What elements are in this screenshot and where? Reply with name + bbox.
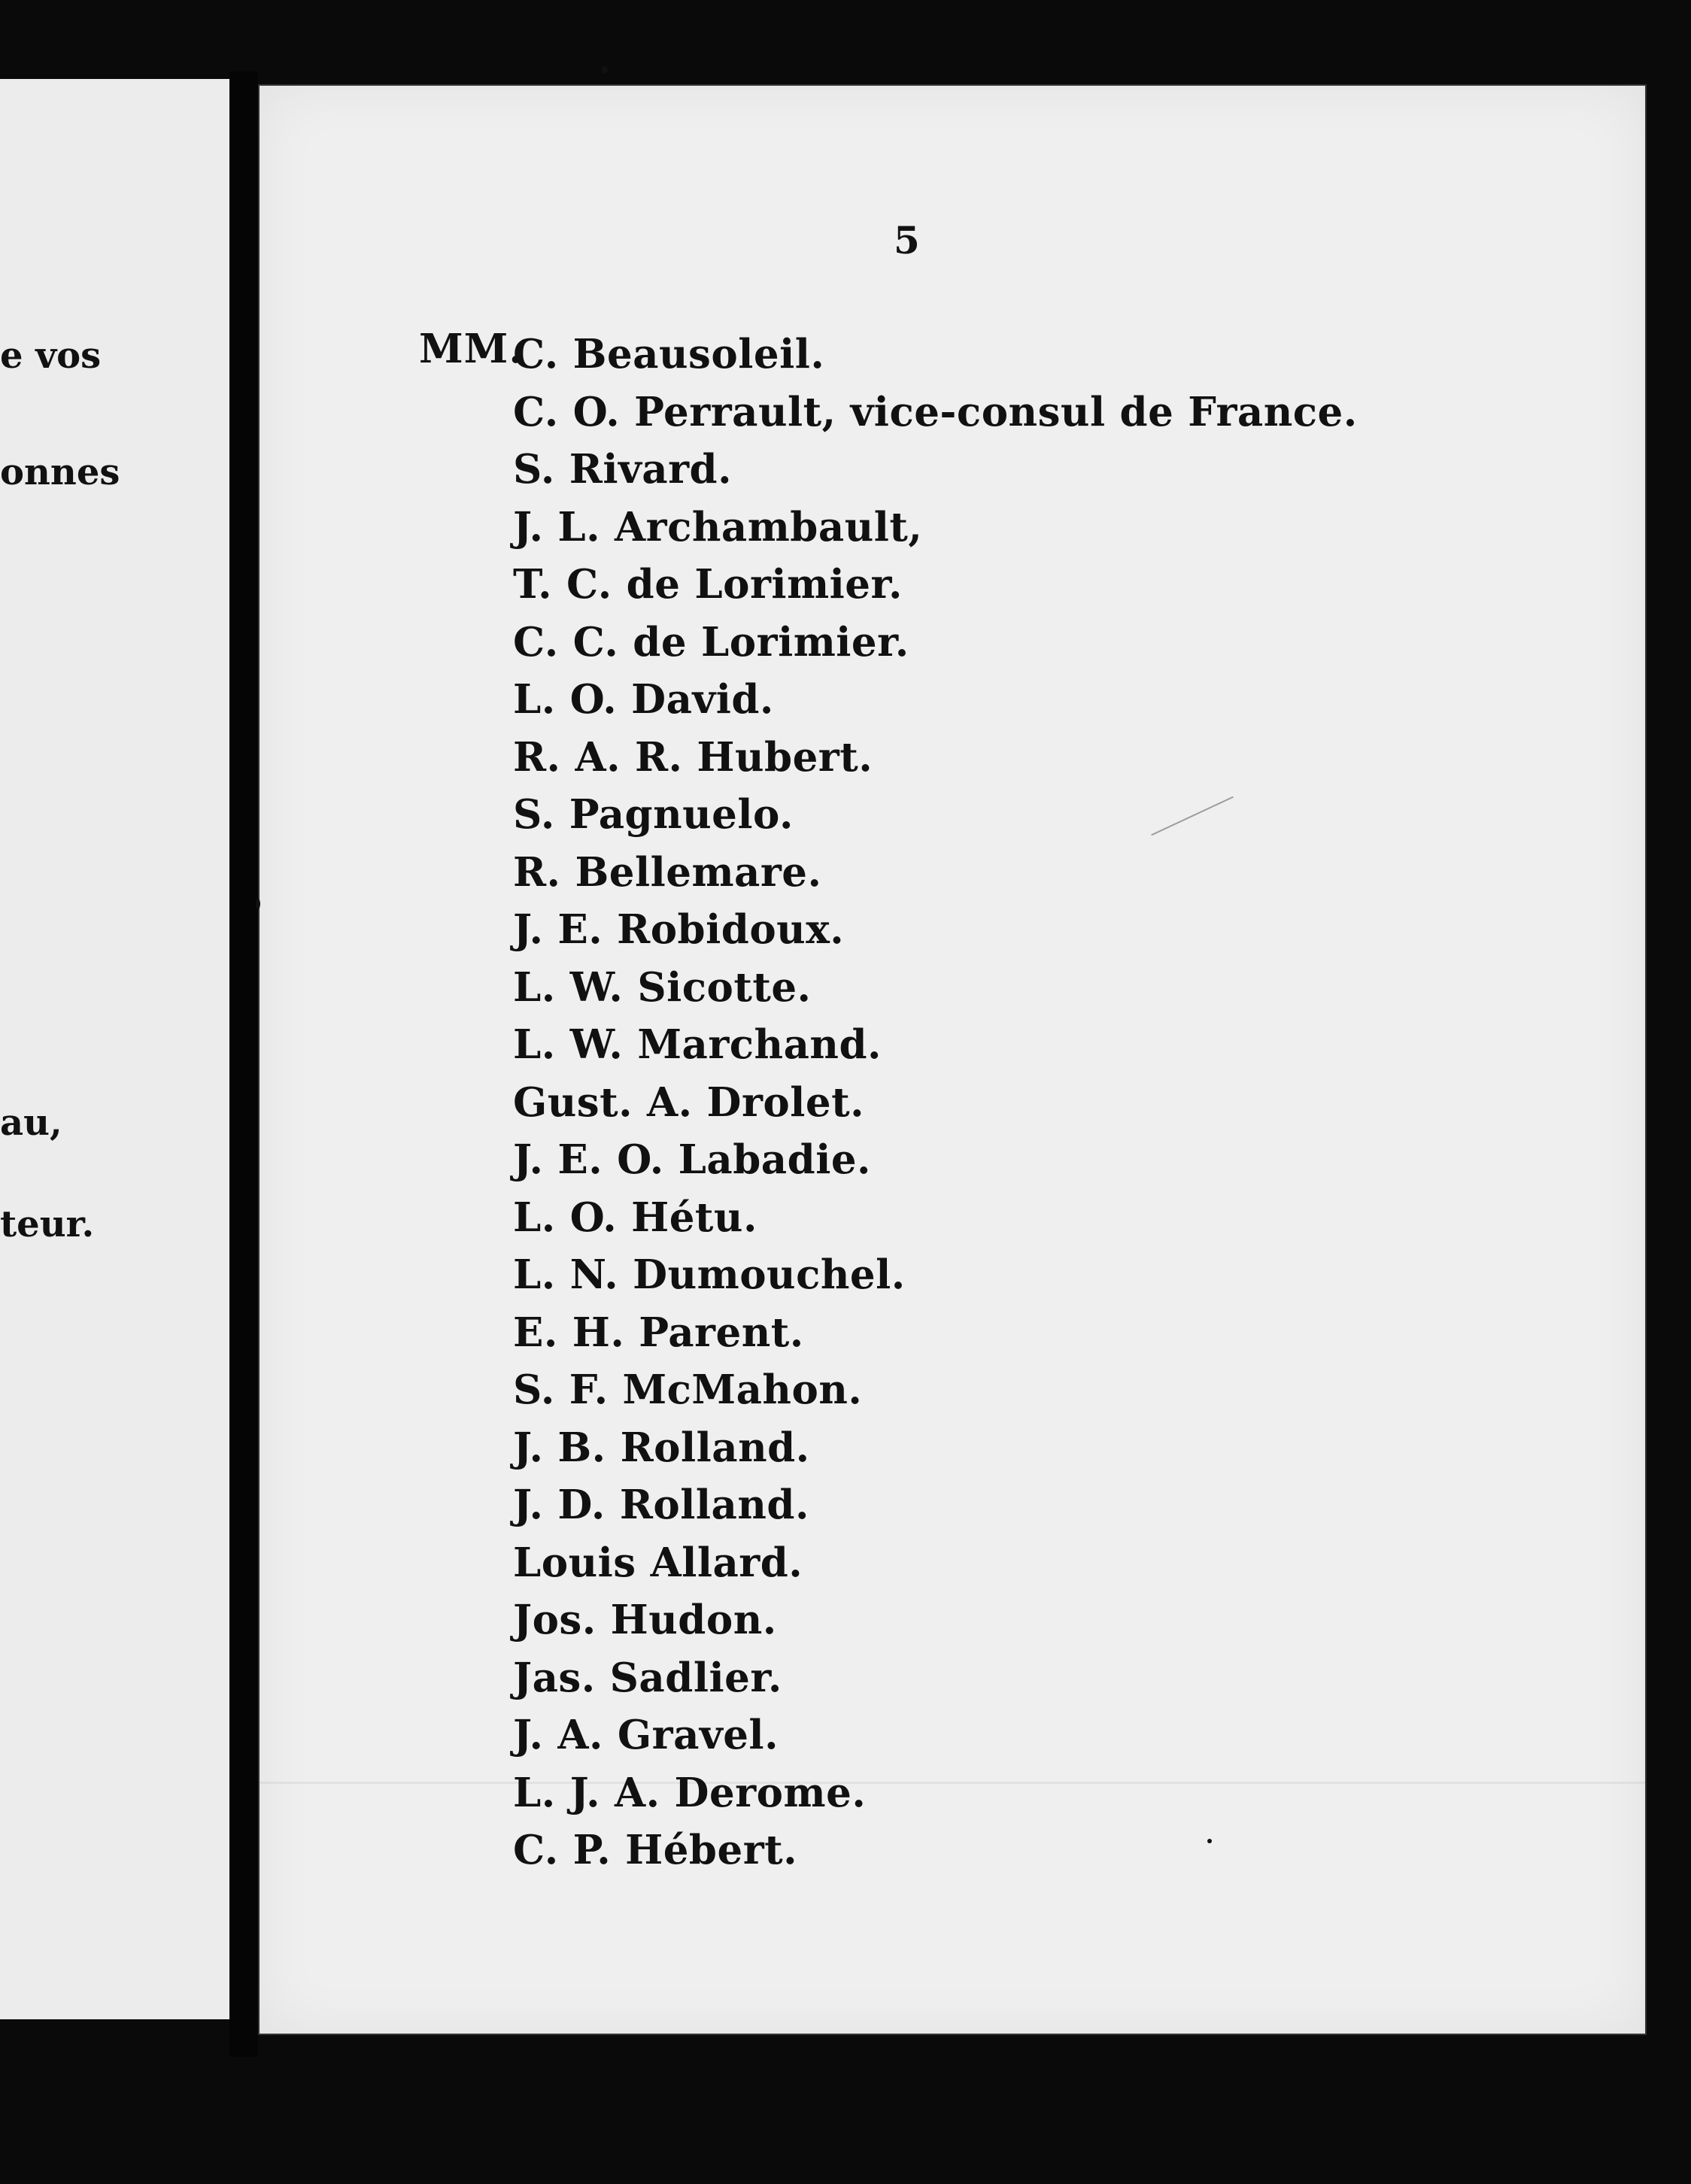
left-fragment-1: e vos: [0, 335, 102, 377]
list-item: S. F. McMahon.: [513, 1367, 863, 1413]
list-item: S. Rivard.: [513, 446, 733, 493]
list-item: R. A. R. Hubert.: [513, 733, 873, 781]
list-item: C. O. Perrault, vice-consul de France.: [513, 388, 1358, 435]
list-item: J. L. Archambault,: [513, 503, 923, 551]
list-item: E. H. Parent.: [513, 1309, 804, 1356]
list-item: L. O. Hétu.: [513, 1194, 757, 1241]
ink-speck: [602, 66, 608, 74]
list-item: L. O. David.: [513, 676, 774, 723]
list-item: L. J. A. Derome.: [513, 1769, 867, 1816]
list-item: L. N. Dumouchel.: [513, 1251, 906, 1298]
list-item: J. E. Robidoux.: [513, 906, 845, 953]
list-item: L. W. Marchand.: [513, 1021, 882, 1068]
list-item: C. P. Hébert.: [513, 1827, 798, 1873]
ink-speck: [256, 899, 260, 909]
list-item: C. C. de Lorimier.: [513, 618, 909, 666]
names-list: [513, 326, 1358, 1879]
list-item: S. Pagnuelo.: [513, 791, 794, 838]
honorific-prefix: MM.: [419, 326, 524, 372]
list-item: Louis Allard.: [513, 1539, 803, 1586]
page-number: 5: [894, 218, 920, 262]
left-fragment-4: teur.: [0, 1203, 95, 1245]
left-fragment-3: au,: [0, 1102, 62, 1144]
list-item: L. W. Sicotte.: [513, 963, 812, 1011]
list-item: Gust. A. Drolet.: [513, 1078, 865, 1126]
ink-speck: [1207, 1839, 1212, 1843]
list-item: Jas. Sadlier.: [513, 1654, 782, 1701]
list-item: J. E. O. Labadie.: [513, 1136, 872, 1183]
list-item: J. B. Rolland.: [513, 1424, 810, 1471]
list-item: Jos. Hudon.: [513, 1597, 777, 1643]
left-fragment-2: onnes: [0, 451, 120, 493]
list-item: J. A. Gravel.: [513, 1712, 779, 1758]
book-gutter: [229, 71, 258, 2057]
list-item: C. Beausoleil.: [513, 331, 825, 378]
list-item: J. D. Rolland.: [513, 1482, 809, 1528]
list-item: R. Bellemare.: [513, 848, 822, 896]
left-page: [0, 79, 232, 2019]
list-item: T. C. de Lorimier.: [513, 561, 903, 608]
